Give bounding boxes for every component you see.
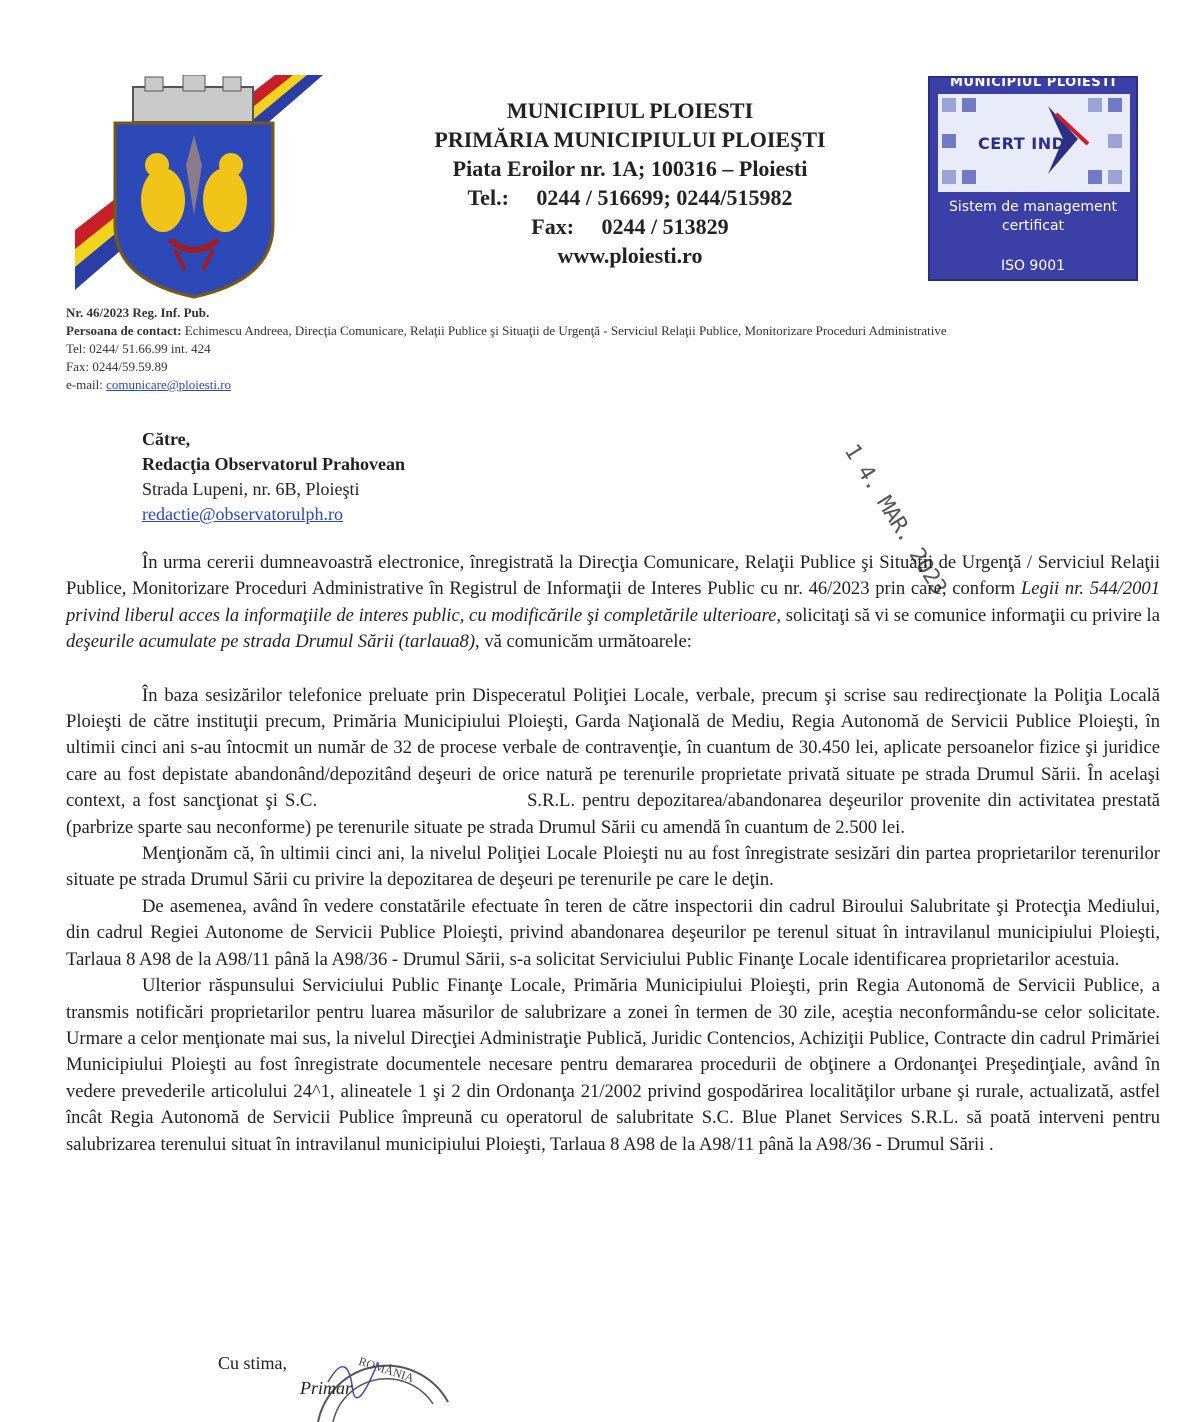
date-stamp: 1 4. MAR. 2023 [838,440,951,599]
header-line-municipiu: MUNICIPIUL PLOIESTI [506,98,754,123]
p1-text-c: solicitaţi să vi se comunice informaţii cu privire la [781,604,1160,626]
recipient-address: Strada Lupeni, nr. 6B, Ploieşti [142,479,360,499]
header-line-tel: Tel.: 0244 / 516699; 0244/515982 [467,185,793,210]
official-seal-stamp [258,1342,458,1422]
paragraph-sanctions [66,683,1160,841]
cert-pattern [938,94,1130,192]
p1-text-e: , vă comunicăm următoarele: [475,631,692,653]
header-line-address: Piata Eroilor nr. 1A; 100316 – Ploiesti [452,156,808,181]
signatory-title: Primar [300,1378,353,1398]
contact-person-label: Persoana de contact: [66,323,182,338]
institution-header [330,96,930,270]
header-line-fax: Fax: 0244 / 513829 [531,214,729,239]
seal-text: ROMÂNIA [356,1354,416,1386]
iso-certification-badge [928,76,1138,281]
p2-text-b: S.R.L. pentru depozitarea/abandonarea deşeurilor provenite din activitatea prestată (parbrize sparte sau neconforme) pe terenurile situate pe strada Drumul Sării cu amendă în cuantum de 2.500 lei. [66,790,1160,838]
contact-person-value: Echimescu Andreea, Direcţia Comunicare, Relaţii Publice şi Situaţii de Urgenţă - Serviciul Relaţii Publice, Monitorizare Proceduri Administrative [184,323,947,338]
p1-text-a: În urma cererii dumneavoastră electronice, înregistrată la Direcţia Comunicare, Relaţii Publice şi Situaţii de Urgenţă / Serviciul Relaţii Publice, Monitorizare Proceduri Administrative în Registrul de Informaţii de Interes Public cu nr. 46/2023 prin care, conform [66,552,1160,600]
paragraph-no-complaints: Menţionăm că, în ultimii cinci ani, la nivelul Poliţiei Locale Ploieşti nu au fost înregistrate sesizări din partea proprietarilor terenurilor situate pe strada Drumul Sării cu privire la depozitarea de deşeuri pe terenurile pe care le deţin. [66,843,1160,891]
header-line-primaria: PRIMĂRIA MUNICIPIULUI PLOIEŞTI [434,127,826,152]
recipient-to: Către, [142,429,191,449]
contact-email-label: e-mail: [66,377,107,392]
contact-tel: Tel: 0244/ 51.66.99 int. 424 [66,341,211,356]
recipient-name: Redacţia Observatorul Prahovean [142,454,405,474]
cert-top-text: MUNICIPIUL PLOIESTI [949,76,1116,90]
cert-system-text [930,198,1136,236]
p1-subject: deşeurile acumulate pe strada Drumul Sării (tarlaua8) [66,631,476,653]
p2-text-a: În baza sesizărilor telefonice preluate prin Dispeceratul Poliţiei Locale, verbale, precum şi scrise sau redirecţionate la Poliţia Locală Ploieşti de către instituţii precum, Primăria Municipiului Ploieşti, Garda Naţională de Mediu, Regia Autonomă de Servicii Publice Ploieşti, în ultimii cinci ani s-au întocmit un număr de 32 de procese verbale de contravenţie, în cuantum de 30.450 lei, aplicate persoanelor fizice şi juridice care au fost depistate abandonând/depozitând deşeuri de orice natură pe terenurile proprietate privată situate pe strada Drumul Sării. În acelaşi context, a fost sancţionat şi S.C. [66,684,1160,812]
recipient-email-link[interactable]: redactie@observatorulph.ro [142,504,343,524]
contact-email-link[interactable]: comunicare@ploiesti.ro [106,377,232,392]
contact-block [66,304,947,394]
cert-system-line1: Sistem de management [949,199,1117,215]
paragraph-notifications: Ulterior răspunsului Serviciului Public Finanţe Locale, Primăria Municipiului Ploieşti, prin Regia Autonomă de Servicii Publice, a transmis notificări proprietarilor pentru luarea măsurilor de salubrizare a zonei în termen de 30 zile, aceştia neconformându-se celor solicitate. Urmare a celor menţionate mai sus, la nivelul Direcţiei Administraţie Publică, Juridic Contencios, Achiziţii Publice, Contracte din cadrul Primăriei Municipiului Ploieşti au fost înregistrate documentele necesare pentru demararea procedurii de obţinere a Ordonanţei Preşedinţiale, având în vedere prevederile articolului 24^1, alineatele 1 şi 2 din Ordonanţa 21/2002 privind gospodărirea localităţilor urbane şi rurale, actualizată, astfel încât Regia Autonomă de Servicii Publice împreună cu operatorul de salubritate S.C. Blue Planet Services S.R.L. să poată interveni pentru salubrizarea terenului situat în intravilanul municipiului Ploieşti, Tarlaua 8 A98 de la A98/11 până la A98/36 - Drumul Sării . [66,975,1160,1155]
ploiesti-coat-of-arms-logo [75,75,325,305]
letter-body [66,550,1160,1158]
paragraph-inspections: De asemenea, având în vedere constatările efectuate în teren de către inspectorii din cadrul Biroului Salubritate şi Protecţia Mediului, din cadrul Regiei Autonome de Servicii Publice Ploieşti, privind abandonarea deşeurilor pe terenul situat în intravilanul municipiului Ploieşti, Tarlaua 8 A98 de la A98/11 până la A98/36 - Drumul Sării, s-a solicitat Serviciului Public Finanţe Locale identificarea proprietarilor acestuia. [66,895,1160,970]
paragraph-request [66,550,1160,656]
p1-law-reference: Legii nr. 544/2001 privind liberul acces la informaţiile de interes public, cu modificările şi completările ulterioare, [66,578,1161,626]
cert-ind-logo: CERT IND [978,134,1066,153]
contact-fax: Fax: 0244/59.59.89 [66,359,168,374]
closing-salutation: Cu stima, [218,1353,288,1373]
header-line-website: www.ploiesti.ro [557,243,703,268]
recipient-block [142,427,405,527]
cert-iso-label: ISO 9001 [1000,258,1066,274]
cert-system-line2: certificat [1001,218,1065,234]
registration-number: Nr. 46/2023 Reg. Inf. Pub. [66,305,210,320]
